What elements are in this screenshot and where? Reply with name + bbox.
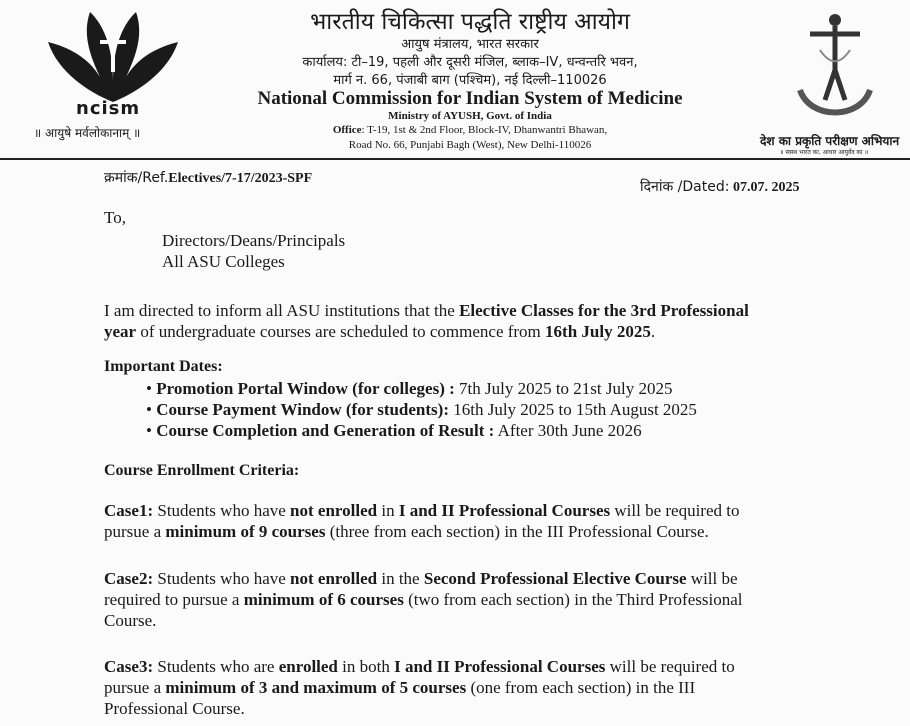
hindi-address-line-1: कार्यालय: टी–19, पहली और दूसरी मंजिल, ब्लाक–IV, धन्वन्तरि भवन, bbox=[302, 55, 638, 70]
important-dates-heading: Important Dates: bbox=[104, 358, 223, 375]
date-value: 07.07. 2025 bbox=[732, 180, 800, 195]
recipient-line-2: All ASU Colleges bbox=[162, 252, 285, 271]
criteria-heading: Course Enrollment Criteria: bbox=[104, 462, 300, 479]
english-title: National Commission for Indian System of Medicine bbox=[257, 88, 683, 109]
case-2: Case2: Students who have not enrolled in the Second Professional Elective Course will be required to pursue a minimum of 6 courses (two from each section) in the Third Professional Course. bbox=[104, 569, 743, 630]
office-address: : T-19, 1st & 2nd Floor, Block-IV, Dhanwantri Bhawan, bbox=[361, 124, 608, 136]
hindi-address-line-2: मार्ग न. 66, पंजाबी बाग (पश्चिम), नई दिल्ली–110026 bbox=[333, 73, 607, 88]
hindi-ministry: आयुष मंत्रालय, भारत सरकार bbox=[401, 37, 539, 52]
english-ministry: Ministry of AYUSH, Govt. of India bbox=[388, 110, 552, 122]
date-item: • Promotion Portal Window (for colleges) : 7th July 2025 to 21st July 2025 bbox=[146, 379, 673, 398]
english-address-line-1 bbox=[240, 124, 700, 136]
header-divider bbox=[0, 158, 910, 160]
hindi-title: भारतीय चिकित्सा पद्धति राष्ट्रीय आयोग bbox=[310, 9, 630, 35]
ref-value: Electives/7-17/2023-SPF bbox=[168, 171, 313, 186]
ref-label: क्रमांक/Ref. bbox=[104, 170, 169, 186]
office-label: Office bbox=[332, 124, 362, 136]
date-item: • Course Payment Window (for students): 16th July 2025 to 15th August 2025 bbox=[146, 400, 697, 419]
prakriti-caption: देश का प्रकृति परीक्षण अभियान bbox=[760, 134, 900, 148]
date-item: • Course Completion and Generation of Result : After 30th June 2026 bbox=[146, 421, 642, 440]
letter-date bbox=[640, 177, 799, 196]
prakriti-logo bbox=[790, 10, 880, 128]
english-address-line-2: Road No. 66, Punjabi Bagh (West), New Delhi-110026 bbox=[348, 139, 592, 151]
reference-number bbox=[104, 168, 312, 187]
important-dates-list bbox=[146, 378, 866, 441]
ncism-logo-text: ncism bbox=[76, 98, 141, 119]
intro-paragraph: I am directed to inform all ASU institutions that the Elective Classes for the 3rd Professional year of undergraduate courses are scheduled to commence from 16th July 2025. bbox=[104, 301, 749, 341]
case-1: Case1: Students who have not enrolled in I and II Professional Courses will be required to pursue a minimum of 9 courses (three from each section) in the III Professional Course. bbox=[104, 501, 740, 541]
ncism-motto: ॥ आयुषे मर्वलोकानाम् ॥ bbox=[34, 126, 141, 140]
recipient-line-1: Directors/Deans/Principals bbox=[162, 231, 346, 250]
prakriti-subcaption: ॥ स्वस्थ भारत का, आधार आयुर्वेद का ॥ bbox=[780, 149, 869, 156]
date-label: दिनांक /Dated: bbox=[640, 179, 730, 195]
prakriti-figure-icon bbox=[790, 10, 880, 128]
salutation: To, bbox=[104, 208, 126, 227]
case-3: Case3: Students who are enrolled in both I and II Professional Courses will be required to pursue a minimum of 3 and maximum of 5 courses (one from each section) in the III Professional Course. bbox=[104, 657, 735, 718]
